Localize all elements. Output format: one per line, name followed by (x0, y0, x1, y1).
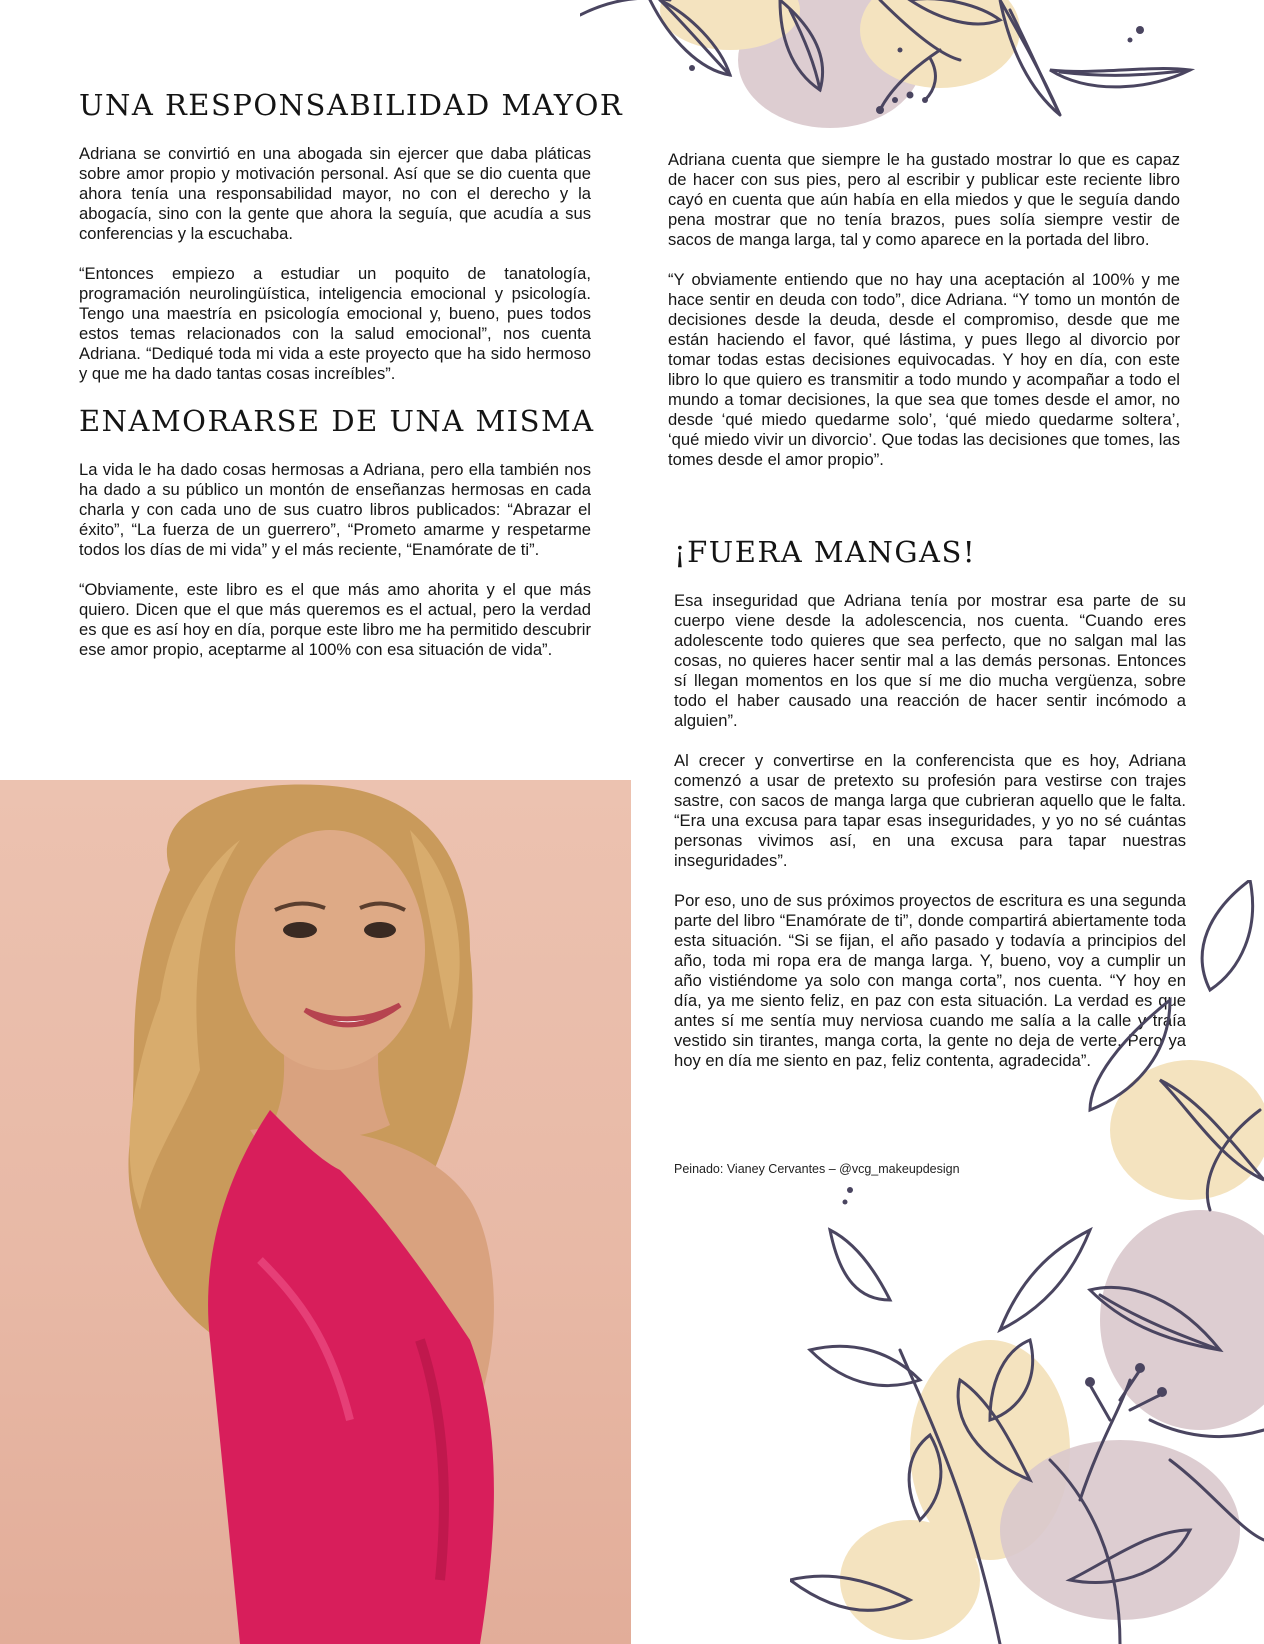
paragraph: “Entonces empiezo a estudiar un poquito de tanatología, programación neurolingüística, inteligencia emocional y psicología. Tengo una maestría en psicología emocional y, bueno, pues todos estos temas relacionados con la salud emocional”, nos cuenta Adriana. “Dediqué toda mi vida a este proyecto que ha sido hermoso y que me ha dado tantas cosas increíbles”. (79, 264, 591, 383)
section-heading-enamorarse: ENAMORARSE DE UNA MISMA (79, 404, 595, 438)
left-column (79, 88, 624, 680)
paragraph: Adriana cuenta que siempre le ha gustado mostrar lo que es capaz de hacer con sus pies, pero al escribir y publicar este reciente libro cayó en cuenta que aún había en ella miedos y que le seguía dando pena mostrar que no tenía brazos, pues solía siempre vestir de sacos de manga larga, tal y como aparece en la portada del libro. (668, 150, 1180, 249)
paragraph: Por eso, uno de sus próximos proyectos de escritura es una segunda parte del libro “Enamórate de ti”, donde compartirá abiertamente toda esta situación. “Si se fijan, el año pasado y todavía a principios del año, toda mi ropa era de manga larga. Y, bueno, voy a cumplir un año vistiéndome ya solo con manga corta”, nos cuenta. “Y hoy en día, ya me siento feliz, en paz con esta situación. La verdad es que antes sí me sentía muy nerviosa cuando me salía a la calle y traía vestido sin tirantes, manga corta, la gente no deja de verte. Pero ya hoy en día me siento en paz, feliz contenta, agradecida”. (674, 891, 1186, 1070)
right-column-top (668, 150, 1180, 490)
paragraph: La vida le ha dado cosas hermosas a Adriana, pero ella también nos ha dado a su público un montón de enseñanzas hermosas en cada charla y con cada uno de sus cuatro libros publicados: “Abrazar el éxito”, “La fuerza de un guerrero”, “Prometo amarme y respetarme todos los días de mi vida” y el más reciente, “Enamórate de ti”. (79, 460, 591, 559)
paragraph: Al crecer y convertirse en la conferencista que es hoy, Adriana comenzó a usar de pretexto su profesión para vestirse con trajes sastre, con sacos de manga larga que cubrieran aquello que le falta. “Era una excusa para tapar esas inseguridades, y yo no sé cuántas personas vivimos así, en una excusa para tapar nuestras inseguridades”. (674, 751, 1186, 870)
section-heading-fuera-mangas: ¡FUERA MANGAS! (674, 535, 977, 569)
portrait-photo (0, 780, 631, 1644)
floral-decoration-top (580, 0, 1220, 135)
portrait-illustration (0, 780, 631, 1644)
paragraph: Esa inseguridad que Adriana tenía por mostrar esa parte de su cuerpo viene desde la adolescencia, nos cuenta. “Cuando eres adolescente todo quieres que sea perfecto, que no salgan mal las cosas, no quieres hacer sentir mal a las demás personas. Entonces sí llegan momentos en los que sí me dio mucha vergüenza, sobre todo el haber causado una reacción de hacer sentir incómodo a alguien”. (674, 591, 1186, 730)
floral-decoration-bottom-right (790, 880, 1264, 1644)
paragraph: “Obviamente, este libro es el que más amo ahorita y el que más quiero. Dicen que el que más queremos es el actual, pero la verdad es que es así hoy en día, porque este libro me ha permitido descubrir ese amor propio, aceptarme al 100% con esa situación de vida”. (79, 580, 591, 659)
paragraph: “Y obviamente entiendo que no hay una aceptación al 100% y me hace sentir en deuda con todo”, dice Adriana. “Y tomo un montón de decisiones desde la deuda, desde el compromiso, desde que me están haciendo el favor, qué lástima, y pues llego al divorcio por tomar todas estas decisiones equivocadas. Y hoy en día, con este libro lo que quiero es transmitir a todo mundo y acompañar a todo el mundo a tomar decisiones, la que sea que tomes desde el amor, no desde ‘qué miedo quedarme solo’, ‘qué miedo quedarme soltera’, ‘qué miedo vivir un divorcio’. Que todas las decisiones que tomes, las tomes desde el amor propio”. (668, 270, 1180, 469)
paragraph: Adriana se convirtió en una abogada sin ejercer que daba pláticas sobre amor propio y motivación personal. Así que se dio cuenta que ahora tenía una responsabilidad mayor, no con el derecho y la abogacía, sino con la gente que ahora la seguía, que acudía a sus conferencias y la escuchaba. (79, 144, 591, 243)
photo-credit: Peinado: Vianey Cervantes – @vcg_makeupdesign (674, 1162, 960, 1176)
section-heading-responsabilidad: UNA RESPONSABILIDAD MAYOR (79, 88, 624, 122)
